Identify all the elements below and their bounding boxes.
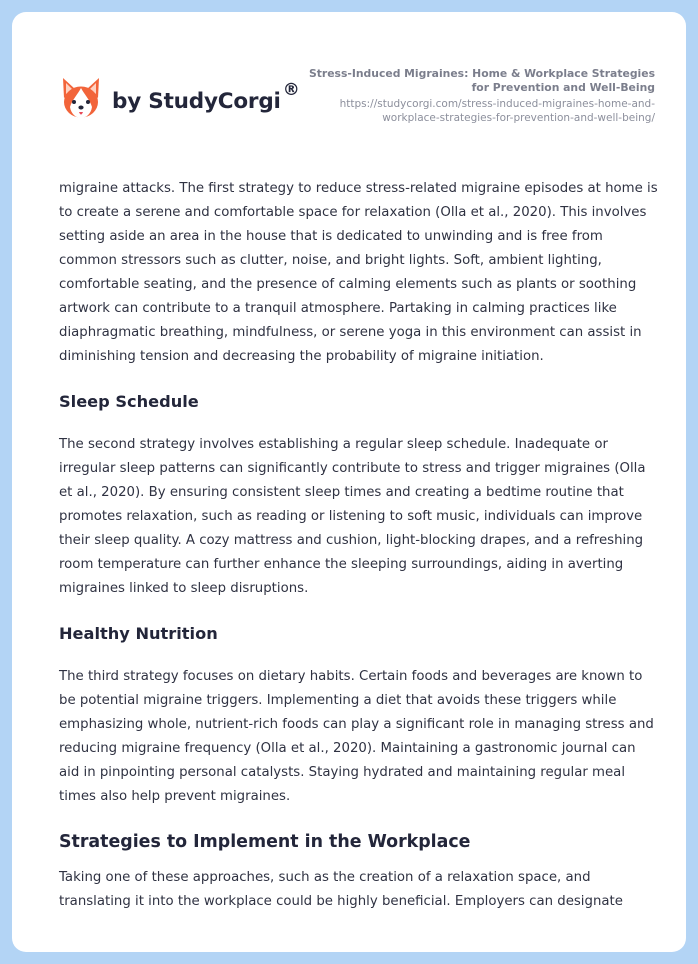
intro-paragraph: migraine attacks. The first strategy to reduce stress-related migraine episodes at home is to create a serene and comfortable space for relaxation (Olla et al., 2020). This involves setting aside an area in the house that is dedicated to unwinding and is free from common stressors such as clutter, noise, and bright lights. Soft, ambient lighting, comfortable seating, and the presence of calming elements such as plants or soothing artwork can contribute to a tranquil atmosphere. Partaking in calming practices like diaphragmatic breathing, mindfulness, or serene yoga in this environment can assist in diminishing tension and decreasing the probability of migraine initiation. — [59, 181, 658, 364]
page-header — [12, 12, 686, 162]
document-url[interactable]: https://studycorgi.com/stress-induced-migraines-home-and-workplace-strategies-for-prevention-and-well-being/ — [339, 98, 655, 124]
document-body — [59, 177, 659, 914]
workplace-paragraph: Taking one of these approaches, such as the creation of a relaxation space, and translating it into the workplace could be highly beneficial. Employers can designate — [59, 870, 623, 909]
nutrition-paragraph: The third strategy focuses on dietary habits. Certain foods and beverages are known to be potential migraine triggers. Implementing a diet that avoids these triggers while emphasizing whole, nutrient-rich foods can play a significant role in managing stress and reducing migraine frequency (Olla et al., 2020). Maintaining a gastronomic journal can aid in pinpointing personal catalysts. Staying hydrated and maintaining regular meal times also help prevent migraines. — [59, 669, 654, 804]
document-page — [12, 12, 686, 952]
sleep-paragraph: The second strategy involves establishing a regular sleep schedule. Inadequate or irregular sleep patterns can significantly contribute to stress and trigger migraines (Olla et al., 2020). By ensuring consistent sleep times and creating a bedtime routine that promotes relaxation, such as reading or listening to soft music, individuals can improve their sleep quality. A cozy mattress and cushion, light-blocking drapes, and a refreshing room temperature can further enhance the sleeping surroundings, aiding in averting migraines linked to sleep disruptions. — [59, 437, 646, 596]
document-title: Stress-Induced Migraines: Home & Workplace Strategies for Prevention and Well-Being — [308, 67, 655, 94]
heading-healthy-nutrition: Healthy Nutrition — [59, 624, 218, 643]
heading-workplace-strategies: Strategies to Implement in the Workplace — [59, 832, 471, 852]
corgi-logo-icon — [60, 76, 102, 122]
heading-sleep-schedule: Sleep Schedule — [59, 392, 199, 411]
logo-wordmark: by StudyCorgi — [112, 88, 281, 114]
registered-mark: ® — [282, 80, 300, 100]
studycorgi-logo[interactable] — [60, 76, 300, 122]
document-meta — [295, 67, 655, 125]
